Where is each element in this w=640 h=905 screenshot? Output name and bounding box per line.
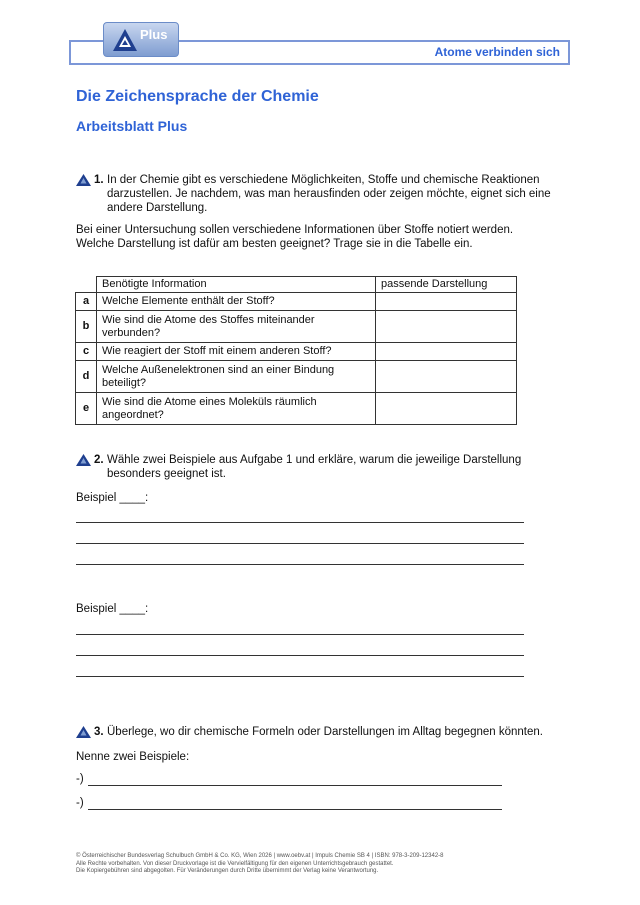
answer-line[interactable] — [88, 809, 502, 810]
answer-line[interactable] — [76, 522, 524, 523]
footer-line: Alle Rechte vorbehalten. Von dieser Druckvorlage ist die Vervielfältigung für den eigenen Unterrichtsgebrauch gestattet. — [76, 860, 394, 867]
copyright-footer — [76, 853, 444, 876]
page-title: Die Zeichensprache der Chemie — [76, 88, 319, 105]
row-question: Wie reagiert der Stoff mit einem anderen Stoff? — [97, 343, 376, 361]
triangle-icon — [76, 726, 91, 738]
row-question: Welche Außenelektronen sind an einer Bindung beteiligt? — [97, 361, 376, 393]
answer-cell[interactable] — [376, 343, 517, 361]
logo-text: Plus — [140, 27, 168, 42]
table-row — [76, 361, 517, 393]
answer-cell[interactable] — [376, 293, 517, 311]
row-label: c — [76, 343, 97, 361]
triangle-icon — [76, 454, 91, 466]
row-question: Wie sind die Atome eines Moleküls räumlich angeordnet? — [97, 393, 376, 425]
task-number: 3. — [94, 726, 104, 738]
table-row — [76, 343, 517, 361]
page-subtitle: Arbeitsblatt Plus — [76, 118, 188, 134]
column-header: Benötigte Information — [97, 277, 376, 293]
task-1 — [76, 173, 566, 215]
chapter-title: Atome verbinden sich — [434, 45, 560, 59]
task-1-instruction: Bei einer Untersuchung sollen verschiedene Informationen über Stoffe notiert werden. Welche Darstellung ist dafür am besten geeignet? Trage sie in die Tabelle ein. — [76, 224, 514, 250]
bullet-marker: -) — [76, 773, 84, 785]
example-label: Beispiel ____: — [76, 603, 149, 615]
logo-triangle-icon — [112, 27, 138, 53]
answer-cell[interactable] — [376, 393, 517, 425]
table-row — [76, 311, 517, 343]
table-row — [76, 293, 517, 311]
triangle-icon — [76, 174, 91, 186]
task-text: Wähle zwei Beispiele aus Aufgabe 1 und erkläre, warum die jeweilige Darstellung besonders geeignet ist. — [107, 454, 522, 480]
answer-line[interactable] — [76, 655, 524, 656]
row-question: Wie sind die Atome des Stoffes miteinander verbunden? — [97, 311, 376, 343]
answer-line[interactable] — [76, 676, 524, 677]
answer-line[interactable] — [76, 543, 524, 544]
information-table — [75, 276, 517, 425]
task-text: In der Chemie gibt es verschiedene Möglichkeiten, Stoffe und chemische Reaktionen darzustellen. Je nachdem, was man herausfinden oder zeigen möchte, eignet sich eine andere Darstellung. — [107, 174, 551, 214]
row-label: e — [76, 393, 97, 425]
row-question: Welche Elemente enthält der Stoff? — [97, 293, 376, 311]
column-header: passende Darstellung — [376, 277, 517, 293]
answer-line[interactable] — [76, 634, 524, 635]
task-2 — [76, 453, 556, 481]
row-label: d — [76, 361, 97, 393]
task-number: 1. — [94, 174, 104, 186]
answer-cell[interactable] — [376, 311, 517, 343]
example-label: Beispiel ____: — [76, 492, 149, 504]
footer-line: Die Kopiergebühren sind abgegolten. Für Veränderungen durch Dritte übernimmt der Verlag keine Verantwortung. — [76, 868, 379, 874]
bullet-marker: -) — [76, 797, 84, 809]
answer-line[interactable] — [88, 785, 502, 786]
answer-cell[interactable] — [376, 361, 517, 393]
footer-line: © Österreichischer Bundesverlag Schulbuch GmbH & Co. KG, Wien 2026 | www.oebv.at | Impuls Chemie SB 4 | ISBN: 978-3-209-12342-8 — [76, 853, 444, 859]
table-row — [76, 393, 517, 425]
task-text: Überlege, wo dir chemische Formeln oder Darstellungen im Alltag begegnen könnten. — [107, 726, 543, 738]
row-label: a — [76, 293, 97, 311]
plus-logo — [103, 22, 179, 57]
answer-line[interactable] — [76, 564, 524, 565]
table-header-row — [76, 277, 517, 293]
task-3-instruction: Nenne zwei Beispiele: — [76, 751, 190, 763]
task-3 — [76, 725, 576, 739]
task-number: 2. — [94, 454, 104, 466]
row-label: b — [76, 311, 97, 343]
